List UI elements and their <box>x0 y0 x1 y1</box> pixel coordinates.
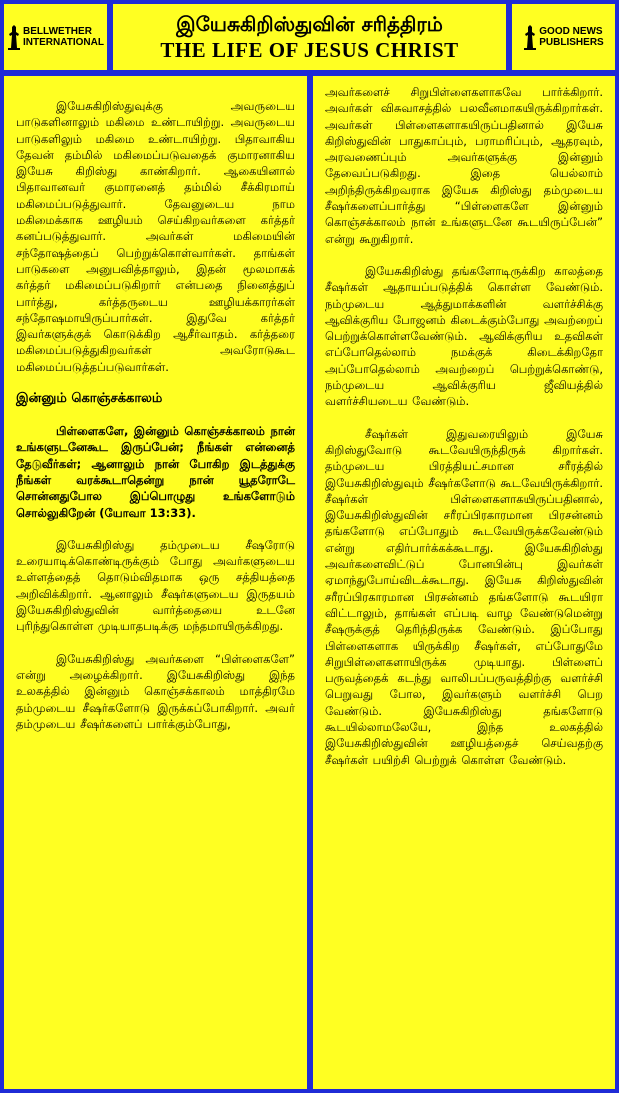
paragraph: அவர்களைச் சிறுபிள்ளைகளாகவே பார்க்கிறார். அவர்கள் விசுவாசத்தில் பலவீனமாகயிருக்கிறார்கள். அவர்கள் பிள்ளைகளாகயிருப்பதினால் இயேசு கிறிஸ்துவின் பாதுகாப்பும், பராமரிப்பும், ஆதரவும், அரவணைப்பும் அவர்களுக்கு இன்னும் தேவைப்படுகிறது. இதை யெல்லாம் அறிந்திருக்கிறவராக இயேசு கிறிஸ்து தம்முடைய சீஷர்களைப்பார்த்து “பிள்ளைகளே இன்னும் கொஞ்சக்காலம் நான் உங்களுடனே கூடயிருப்பேன்” என்று கூறுகிறார். <box>325 85 603 246</box>
page-title <box>113 4 506 70</box>
paragraph: சீஷர்கள் இதுவரையிலும் இயேசு கிறிஸ்துவோடு கூடவேயிருந்திருக் கிறார்கள். தம்முடைய பிரத்தியட்சமான சரீரத்தில் இயேசுகிறிஸ்துவும் சீஷர்களோடு கூடவேயிருக்கிறார். சீஷர்கள் பிள்ளைகளாகயிருப்பதினால், இயேசுகிறிஸ்துவின் சரீரப்பிரகாரமான பிரசன்னம் தங்களோடு எப்போதும் கூடவேயிருக்கவேண்டும் என்று எதிர்பார்க்கக்கூடாது. இயேசுகிறிஸ்து அவர்களைவிட்டுப் போனபின்பு இவர்கள் ஏமாந்துபோய்விடக்கூடாது. இயேசு கிறிஸ்துவின் சரீரப்பிரகாரமான பிரசன்னம் தங்களோடு கூடயிரா விட்டாலும், தாங்கள் எப்படி வாழ வேண்டுமென்று சீஷருக்குத் தெரிந்திருக்க வேண்டும். இப்போது பிள்ளைகளாக யிருக்கிற சீஷர்கள், எப்போதுமே சிறுபிள்ளைகளாயிருக்க முடியாது. பிள்ளைப் பருவத்தைக் கடந்து வாலிபப்பருவத்திற்கு வளர்ச்சி பெறுவது போல, இவர்களும் வளர்ச்சி பெற வேண்டும். இயேசுகிறிஸ்து தங்களோடு கூடயில்லாமலேயே, இந்த உலகத்தில் இயேசுகிறிஸ்துவின் ஊழியத்தைச் செய்வதற்கு சீஷர்கள் பயிற்சி பெற்றுக் கொள்ள வேண்டும். <box>325 426 603 767</box>
title-english: THE LIFE OF JESUS CHRIST <box>160 38 459 62</box>
logo-line-1: BELLWETHER <box>23 26 92 37</box>
logo-line-1: GOOD NEWS <box>539 26 603 37</box>
right-column <box>313 76 615 1089</box>
logo-line-2: INTERNATIONAL <box>23 37 104 48</box>
good-news-logo <box>512 4 615 70</box>
bellwether-logo <box>4 4 107 70</box>
left-column <box>4 76 307 1089</box>
paragraph: இயேசுகிறிஸ்து தம்முடைய சீஷரோடு உரையாடிக்கொண்டிருக்கும் போது அவர்களுடைய உள்ளத்தைத் தொடும்விதமாக ஒரு சத்தியத்தை அறிவிக்கிறார். ஆனாலும் சீஷர்களுடைய இருதயம் இயேசுகிறிஸ்துவின் வார்த்தையை உடனே புரிந்துகொள்ள முடியாதபடிக்கு மந்தமாயிருக்கிறது. <box>16 537 295 634</box>
scripture-quote: பிள்ளைகளே, இன்னும் கொஞ்சக்காலம் நான் உங்களுடனேகூட இருப்பேன்; நீங்கள் என்னைத் தேடுவீர்கள்; ஆனாலும் நான் போகிற இடத்துக்கு நீங்கள் வரக்கூடாதென்று நான் யூதரோடே சொன்னதுபோல இப்பொழுது உங்களோடும் சொல்லுகிறேன் (யோவா 13:33). <box>16 424 295 520</box>
paragraph: இயேசுகிறிஸ்துவுக்கு அவருடைய பாடுகளினாலும் மகிமை உண்டாயிற்று. அவருடைய பாடுகளிலும் மகிமை உண்டாயிற்று. பிதாவாகிய தேவன் தம்மில் மகிமைப்படுவதைக் குமாரனாகிய இயேசு கிறிஸ்து காண்கிறார். ஆகையினால் பிதாவானவர் குமாரனைத் தம்மில் சீக்கிரமாய் மகிமைப்படுத்துவார். தேவனுடைய நாம மகிமைக்காக ஊழியம் செய்கிறவர்களை கர்த்தர் கனப்படுத்துவார். அவர்கள் மகிமையின் சந்தோஷத்தைப் பெற்றுக்கொள்வார்கள். தாங்கள் பாடுகளை அனுபவித்தாலும், இதன் மூலமாகக் கர்த்தர் மகிமைப்படுகிறார் என்பதை நினைத்துப் பார்த்து, கர்த்தருடைய ஊழியக்காரர்கள் சந்தோஷமாயிருப்பார்கள். இதுவே கர்த்தர் இவர்களுக்குக் கொடுக்கிற ஆசீர்வாதம். கர்த்தரை மகிமைப்படுத்துகிறவர்கள் அவரோடுகூட மகிமைப்படுத்தப்படுவார்கள். <box>16 99 295 374</box>
paragraph: இயேசுகிறிஸ்து அவர்களை “பிள்ளைகளே” என்று அழைக்கிறார். இயேசுகிறிஸ்து இந்த உலகத்தில் இன்னும் கொஞ்சக்காலம் மாத்திரமே தம்முடைய சீஷர்களோடு இருக்கப்போகிறார். அவர் தம்முடைய சீஷர்களைப் பார்க்கும்போது, <box>16 651 295 731</box>
shepherd-icon <box>523 24 537 50</box>
title-tamil: இயேசுகிறிஸ்துவின் சரித்திரம் <box>176 12 443 36</box>
shepherd-icon <box>7 24 21 50</box>
paragraph: இயேசுகிறிஸ்து தங்களோடிருக்கிற காலத்தை சீஷர்கள் ஆதாயப்படுத்திக் கொள்ள வேண்டும். நம்முடைய ஆத்துமாக்களின் வளர்ச்சிக்கு ஆவிக்குரிய போஜனம் கிடைக்கும்போது அவற்றைப் பெற்றுக்கொள்ளவேண்டும். ஆவிக்குரிய உதவிகள் எப்போதெல்லாம் நமக்குக் கிடைக்கிறதோ அப்போதெல்லாம் அவற்றைப் பெற்றுக்கொண்டு, நம்முடைய ஆவிக்குரிய ஜீவியத்தில் வளர்ச்சியடைய வேண்டும். <box>325 263 603 409</box>
section-heading: இன்னும் கொஞ்சக்காலம் <box>16 391 163 407</box>
logo-line-2: PUBLISHERS <box>539 37 604 48</box>
